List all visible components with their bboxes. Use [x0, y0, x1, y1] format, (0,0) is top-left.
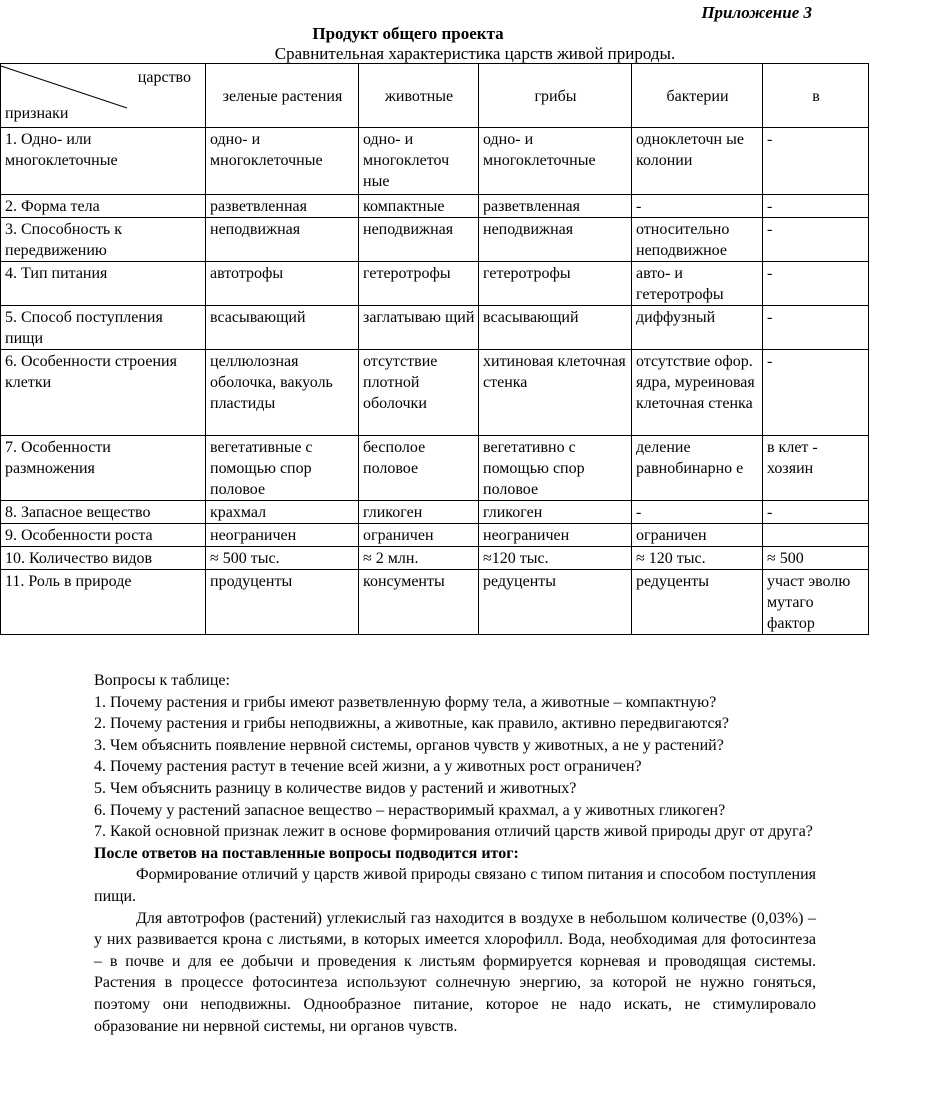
table-cell: - — [763, 195, 869, 218]
table-cell: ≈120 тыс. — [479, 547, 632, 570]
corner-top-label: царство — [137, 69, 191, 86]
table-cell: крахмал — [206, 501, 359, 524]
table-cell: ограничен — [632, 524, 763, 547]
table-cell: ограничен — [359, 524, 479, 547]
row-feature-cell: 11. Роль в природе — [1, 570, 206, 635]
question-item: 7. Какой основной признак лежит в основе формирования отличий царств живой природы друг от друга? — [94, 823, 813, 841]
table-row — [1, 218, 869, 262]
table-cell: в клет - хозяин — [763, 436, 869, 501]
question-item: 4. Почему растения растут в течение всей жизни, а у животных рост ограничен? — [94, 758, 642, 776]
table-cell — [763, 524, 869, 547]
table-cell: участ эволю мутаго фактор — [763, 570, 869, 635]
table-cell: заглатываю щий — [359, 306, 479, 350]
row-feature-cell: 10. Количество видов — [1, 547, 206, 570]
table-cell: компактные — [359, 195, 479, 218]
column-header: животные — [359, 64, 479, 128]
table-cell: относительно неподвижное — [632, 218, 763, 262]
corner-cell — [1, 64, 206, 128]
row-feature-cell: 6. Особенности строения клетки — [1, 350, 206, 436]
row-feature-cell: 5. Способ поступления пищи — [1, 306, 206, 350]
table-cell: вегетативно с помощью спор половое — [479, 436, 632, 501]
table-cell: одно- и многоклеточные — [479, 128, 632, 195]
table-row — [1, 501, 869, 524]
question-item: 5. Чем объяснить разницу в количестве видов у растений и животных? — [94, 779, 577, 797]
question-item: 3. Чем объяснить появление нервной системы, органов чувств у животных, а не у растений? — [94, 736, 724, 754]
table-cell: - — [763, 262, 869, 306]
table-row — [1, 547, 869, 570]
table-cell: разветвленная — [479, 195, 632, 218]
table-cell: редуценты — [632, 570, 763, 635]
table-cell: хитиновая клеточная стенка — [479, 350, 632, 436]
table-cell: деление равнобинарно е — [632, 436, 763, 501]
summary-paragraph: Формирование отличий у царств живой природы связано с типом питания и способом поступления пищи. — [94, 866, 816, 905]
table-cell: ≈ 2 млн. — [359, 547, 479, 570]
table-cell: неограничен — [479, 524, 632, 547]
table-cell: неограничен — [206, 524, 359, 547]
row-feature-cell: 8. Запасное вещество — [1, 501, 206, 524]
table-cell: целлюлозная оболочка, вакуоль пластиды — [206, 350, 359, 436]
table-cell: автотрофы — [206, 262, 359, 306]
column-header: бактерии — [632, 64, 763, 128]
table-cell: неподвижная — [206, 218, 359, 262]
table-cell: редуценты — [479, 570, 632, 635]
question-item: 6. Почему у растений запасное вещество – нерастворимый крахмал, а у животных гликоген? — [94, 801, 726, 819]
table-cell: отсутствие плотной оболочки — [359, 350, 479, 436]
table-cell: всасывающий — [206, 306, 359, 350]
table-row — [1, 195, 869, 218]
table-cell: - — [763, 128, 869, 195]
table-row — [1, 436, 869, 501]
table-cell: одно- и многоклеточные — [206, 128, 359, 195]
document-title: Продукт общего проекта — [312, 24, 504, 43]
table-cell: всасывающий — [479, 306, 632, 350]
table-row — [1, 306, 869, 350]
table-cell: одноклеточн ые колонии — [632, 128, 763, 195]
table-row — [1, 570, 869, 635]
table-cell: одно- и многоклеточ ные — [359, 128, 479, 195]
column-header: грибы — [479, 64, 632, 128]
table-cell: - — [763, 306, 869, 350]
table-cell: отсутствие офор. ядра, муреиновая клеточная стенка — [632, 350, 763, 436]
row-feature-cell: 9. Особенности роста — [1, 524, 206, 547]
summary-heading: После ответов на поставленные вопросы подводится итог: — [94, 844, 519, 862]
table-cell: - — [763, 350, 869, 436]
table-cell: гетеротрофы — [479, 262, 632, 306]
column-header: зеленые растения — [206, 64, 359, 128]
table-row — [1, 524, 869, 547]
table-cell: консументы — [359, 570, 479, 635]
table-cell: ≈ 500 тыс. — [206, 547, 359, 570]
questions-title: Вопросы к таблице: — [94, 672, 230, 689]
comparison-table — [0, 63, 869, 635]
table-cell: - — [632, 195, 763, 218]
table-row — [1, 128, 869, 195]
table-cell: гликоген — [479, 501, 632, 524]
row-feature-cell: 4. Тип питания — [1, 262, 206, 306]
table-header-row — [1, 64, 869, 128]
table-cell: - — [763, 501, 869, 524]
row-feature-cell: 2. Форма тела — [1, 195, 206, 218]
corner-bottom-label: признаки — [5, 105, 69, 122]
document-subtitle: Сравнительная характеристика царств живой природы. — [274, 44, 676, 63]
question-item: 2. Почему растения и грибы неподвижны, а животные, как правило, активно передвигаются? — [94, 715, 729, 733]
row-feature-cell: 7. Особенности размножения — [1, 436, 206, 501]
table-cell: ≈ 120 тыс. — [632, 547, 763, 570]
table-cell: - — [632, 501, 763, 524]
summary-paragraph: Для автотрофов (растений) углекислый газ находится в воздухе в небольшом количестве (0,03%) – у них развивается крона с листьями, в которых имеется хлорофилл. Вода, необходимая для фотосинтеза – в почве и для ее добычи и проведения к листьям формируется корневая и проводящая системы. Растения в процессе фотосинтеза используют солнечную энергию, за которой не нужно гоняться, поэтому они неподвижны. Однообразное питание, которое не надо искать, не стимулировало образование ни нервной системы, ни органов чувств. — [94, 909, 816, 1035]
table-cell: неподвижная — [479, 218, 632, 262]
appendix-label: Приложение 3 — [701, 3, 812, 22]
column-header: в — [763, 64, 869, 128]
table-cell: ≈ 500 — [763, 547, 869, 570]
table-cell: - — [763, 218, 869, 262]
row-feature-cell: 1. Одно- или многоклеточные — [1, 128, 206, 195]
table-cell: разветвленная — [206, 195, 359, 218]
table-cell: бесполое половое — [359, 436, 479, 501]
table-cell: диффузный — [632, 306, 763, 350]
table-cell: продуценты — [206, 570, 359, 635]
table-cell: авто- и гетеротрофы — [632, 262, 763, 306]
table-cell: гликоген — [359, 501, 479, 524]
table-row — [1, 350, 869, 436]
table-cell: неподвижная — [359, 218, 479, 262]
table-row — [1, 262, 869, 306]
row-feature-cell: 3. Способность к передвижению — [1, 218, 206, 262]
table-cell: вегетативные с помощью спор половое — [206, 436, 359, 501]
question-item: 1. Почему растения и грибы имеют разветвленную форму тела, а животные – компактную? — [94, 693, 717, 711]
table-cell: гетеротрофы — [359, 262, 479, 306]
questions-section — [94, 670, 816, 1037]
